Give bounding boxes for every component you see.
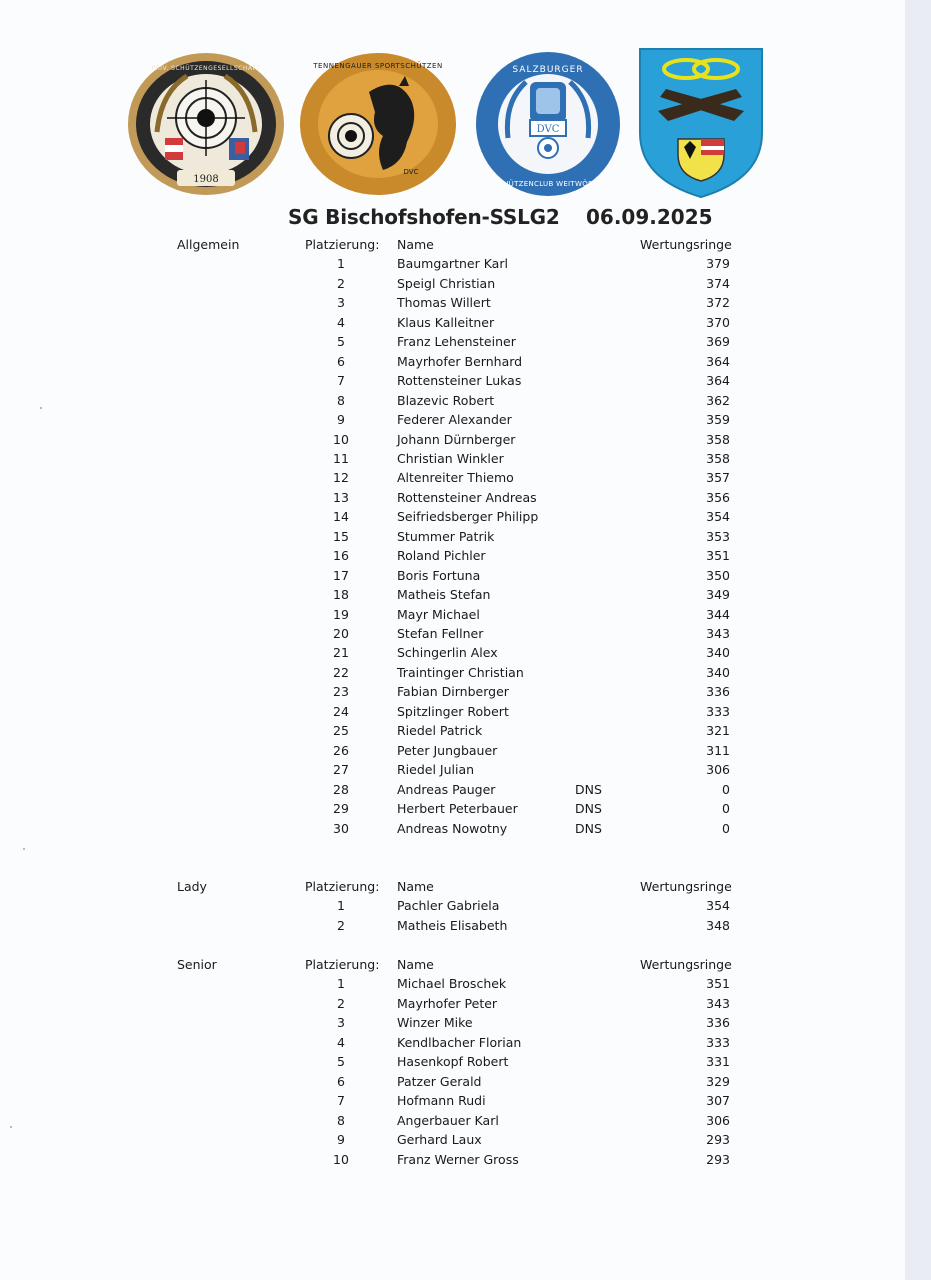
row-place: 3 (337, 1015, 345, 1031)
row-name: Kendlbacher Florian (397, 1034, 522, 1050)
svg-text:DVC: DVC (403, 168, 419, 176)
row-name: Gerhard Laux (397, 1132, 482, 1148)
tennengauer-seal-logo (299, 52, 457, 197)
table-row (0, 605, 905, 625)
row-name: Roland Pichler (397, 548, 486, 564)
row-score: 0 (722, 781, 730, 797)
row-name: Mayr Michael (397, 606, 480, 622)
row-score: 348 (706, 917, 730, 933)
seal-year-text: 1908 (193, 174, 219, 185)
row-name: Thomas Willert (397, 295, 491, 311)
column-header-score: Wertungsringe (640, 957, 732, 972)
row-place: 1 (337, 898, 345, 914)
table-row (0, 974, 905, 994)
column-header-name: Name (397, 237, 434, 252)
row-name: Hasenkopf Robert (397, 1054, 509, 1070)
row-score: 364 (706, 353, 730, 369)
row-place: 8 (337, 392, 345, 408)
table-row (0, 702, 905, 722)
row-name: Fabian Dirnberger (397, 684, 509, 700)
row-score: 0 (722, 820, 730, 836)
table-row (0, 663, 905, 683)
table-row (0, 760, 905, 780)
row-name: Pachler Gabriela (397, 898, 500, 914)
table-row (0, 624, 905, 644)
table-row (0, 410, 905, 430)
row-place: 2 (337, 917, 345, 933)
row-score: 336 (706, 1015, 730, 1031)
row-score: 351 (706, 976, 730, 992)
row-name: Riedel Julian (397, 762, 475, 778)
row-note: DNS (575, 801, 602, 817)
table-row (0, 274, 905, 294)
table-row (0, 819, 905, 839)
row-score: 349 (706, 587, 730, 603)
row-score: 307 (706, 1093, 730, 1109)
row-score: 358 (706, 450, 730, 466)
column-header-score: Wertungsringe (640, 237, 732, 252)
table-row (0, 468, 905, 488)
row-name: Boris Fortuna (397, 567, 481, 583)
row-place: 5 (337, 334, 345, 350)
section-header-row (0, 235, 905, 255)
row-place: 15 (333, 528, 349, 544)
row-name: Speigl Christian (397, 275, 496, 291)
table-row (0, 254, 905, 274)
row-score: 293 (706, 1151, 730, 1167)
row-place: 27 (333, 762, 349, 778)
row-place: 4 (337, 1034, 345, 1050)
row-name: Christian Winkler (397, 450, 504, 466)
row-place: 1 (337, 256, 345, 272)
row-score: 343 (706, 626, 730, 641)
row-name: Herbert Peterbauer (397, 801, 518, 817)
table-row (0, 643, 905, 663)
table-row (0, 1091, 905, 1111)
row-score: 333 (706, 1034, 730, 1050)
bischofshofen-seal-logo (127, 52, 285, 197)
row-name: Spitzlinger Robert (397, 703, 509, 719)
svg-text:PRIV. SCHÜTZENGESELLSCHAFT: PRIV. SCHÜTZENGESELLSCHAFT (151, 65, 261, 72)
table-row (0, 371, 905, 391)
table-row (0, 916, 905, 936)
row-place: 2 (337, 275, 345, 291)
row-name: Blazevic Robert (397, 392, 495, 408)
row-name: Hofmann Rudi (397, 1093, 486, 1109)
row-score: 372 (706, 295, 730, 311)
row-score: 358 (706, 431, 730, 447)
row-note: DNS (575, 781, 602, 797)
row-score: 311 (706, 742, 730, 758)
row-note: DNS (575, 820, 602, 836)
row-place: 7 (337, 373, 345, 389)
table-row (0, 332, 905, 352)
seal-bottom-text: SCHÜTZENCLUB WEITWÖRTH (493, 180, 603, 188)
row-name: Peter Jungbauer (397, 742, 498, 758)
scan-speck (40, 407, 42, 409)
row-name: Angerbauer Karl (397, 1112, 499, 1128)
row-place: 12 (333, 470, 349, 486)
table-row (0, 741, 905, 761)
row-place: 11 (333, 450, 349, 466)
section-category-label: Allgemein (177, 237, 240, 252)
row-name: Johann Dürnberger (397, 431, 516, 447)
row-place: 9 (337, 412, 345, 428)
row-place: 13 (333, 489, 349, 505)
row-score: 343 (706, 995, 730, 1011)
row-place: 21 (333, 645, 349, 661)
row-score: 333 (706, 703, 730, 719)
header (0, 205, 905, 235)
table-row (0, 352, 905, 372)
event-date: 06.09.2025 (586, 205, 713, 229)
row-name: Federer Alexander (397, 412, 512, 428)
scan-speck (23, 848, 25, 850)
row-place: 22 (333, 664, 349, 680)
row-score: 359 (706, 412, 730, 428)
table-row (0, 896, 905, 916)
row-score: 340 (706, 664, 730, 680)
row-score: 353 (706, 528, 730, 544)
row-place: 10 (333, 431, 349, 447)
table-row (0, 1052, 905, 1072)
table-row (0, 1130, 905, 1150)
row-name: Mayrhofer Peter (397, 995, 498, 1011)
column-header-score: Wertungsringe (640, 879, 732, 894)
row-score: 374 (706, 275, 730, 291)
row-place: 3 (337, 295, 345, 311)
row-score: 340 (706, 645, 730, 661)
row-score: 351 (706, 548, 730, 564)
row-name: Matheis Elisabeth (397, 917, 508, 933)
table-row (0, 799, 905, 819)
section-header-row (0, 955, 905, 975)
logo-strip (0, 0, 905, 210)
row-name: Stefan Fellner (397, 626, 484, 641)
row-place: 18 (333, 587, 349, 603)
column-header-place: Platzierung: (305, 237, 380, 252)
row-place: 8 (337, 1112, 345, 1128)
row-place: 16 (333, 548, 349, 564)
seal-badge-text: DVC (536, 124, 560, 135)
table-row (0, 780, 905, 800)
table-row (0, 1150, 905, 1170)
row-place: 1 (337, 976, 345, 992)
row-place: 29 (333, 801, 349, 817)
row-place: 25 (333, 723, 349, 739)
row-score: 321 (706, 723, 730, 739)
row-name: Andreas Nowotny (397, 820, 508, 836)
table-row (0, 682, 905, 702)
table-row (0, 430, 905, 450)
row-name: Altenreiter Thiemo (397, 470, 514, 486)
seal-top-text: SALZBURGER (512, 65, 584, 75)
row-name: Franz Lehensteiner (397, 334, 516, 350)
row-name: Andreas Pauger (397, 781, 496, 797)
column-header-place: Platzierung: (305, 957, 380, 972)
section-header-row (0, 877, 905, 897)
row-score: 362 (706, 392, 730, 408)
row-place: 6 (337, 353, 345, 369)
row-place: 5 (337, 1054, 345, 1070)
row-score: 354 (706, 509, 730, 525)
weitwoerth-seal-logo (474, 52, 622, 197)
table-row (0, 1033, 905, 1053)
section-category-label: Lady (177, 879, 207, 894)
section-category-label: Senior (177, 957, 217, 972)
row-score: 306 (706, 762, 730, 778)
svg-text:TENNENGAUER SPORTSCHÜTZEN: TENNENGAUER SPORTSCHÜTZEN (313, 62, 443, 70)
row-place: 19 (333, 606, 349, 622)
row-name: Baumgartner Karl (397, 256, 508, 272)
row-name: Rottensteiner Andreas (397, 489, 537, 505)
row-name: Mayrhofer Bernhard (397, 353, 523, 369)
table-row (0, 449, 905, 469)
table-row (0, 1111, 905, 1131)
row-score: 336 (706, 684, 730, 700)
row-name: Patzer Gerald (397, 1073, 482, 1089)
row-place: 30 (333, 820, 349, 836)
row-place: 4 (337, 314, 345, 330)
row-name: Riedel Patrick (397, 723, 483, 739)
table-row (0, 546, 905, 566)
column-header-place: Platzierung: (305, 879, 380, 894)
row-place: 23 (333, 684, 349, 700)
row-score: 364 (706, 373, 730, 389)
column-header-name: Name (397, 879, 434, 894)
row-name: Franz Werner Gross (397, 1151, 519, 1167)
row-name: Traintinger Christian (397, 664, 524, 680)
row-place: 2 (337, 995, 345, 1011)
row-score: 350 (706, 567, 730, 583)
row-name: Stummer Patrik (397, 528, 495, 544)
row-place: 28 (333, 781, 349, 797)
row-place: 7 (337, 1093, 345, 1109)
scan-edge (905, 0, 931, 1280)
row-score: 379 (706, 256, 730, 272)
table-row (0, 566, 905, 586)
row-score: 329 (706, 1073, 730, 1089)
table-row (0, 721, 905, 741)
row-place: 6 (337, 1073, 345, 1089)
row-name: Schingerlin Alex (397, 645, 498, 661)
table-row (0, 391, 905, 411)
table-row (0, 507, 905, 527)
table-row (0, 1072, 905, 1092)
row-name: Seifriedsberger Philipp (397, 509, 539, 525)
row-name: Michael Broschek (397, 976, 507, 992)
table-row (0, 527, 905, 547)
row-place: 9 (337, 1132, 345, 1148)
row-name: Winzer Mike (397, 1015, 473, 1031)
row-name: Klaus Kalleitner (397, 314, 495, 330)
row-score: 354 (706, 898, 730, 914)
row-score: 370 (706, 314, 730, 330)
row-score: 293 (706, 1132, 730, 1148)
page-title: SG Bischofshofen-SSLG2 (288, 205, 560, 229)
row-place: 14 (333, 509, 349, 525)
row-name: Rottensteiner Lukas (397, 373, 522, 389)
row-place: 17 (333, 567, 349, 583)
row-place: 10 (333, 1151, 349, 1167)
row-score: 357 (706, 470, 730, 486)
row-score: 0 (722, 801, 730, 817)
table-row (0, 585, 905, 605)
table-row (0, 1013, 905, 1033)
row-score: 331 (706, 1054, 730, 1070)
row-score: 344 (706, 606, 730, 622)
row-place: 20 (333, 626, 349, 641)
table-row (0, 488, 905, 508)
table-row (0, 994, 905, 1014)
table-row (0, 313, 905, 333)
row-score: 356 (706, 489, 730, 505)
column-header-name: Name (397, 957, 434, 972)
scan-speck (10, 1126, 12, 1128)
row-score: 306 (706, 1112, 730, 1128)
row-score: 369 (706, 334, 730, 350)
table-row (0, 293, 905, 313)
row-place: 24 (333, 703, 349, 719)
row-name: Matheis Stefan (397, 587, 491, 603)
row-place: 26 (333, 742, 349, 758)
pistols-shield-logo (638, 47, 764, 199)
